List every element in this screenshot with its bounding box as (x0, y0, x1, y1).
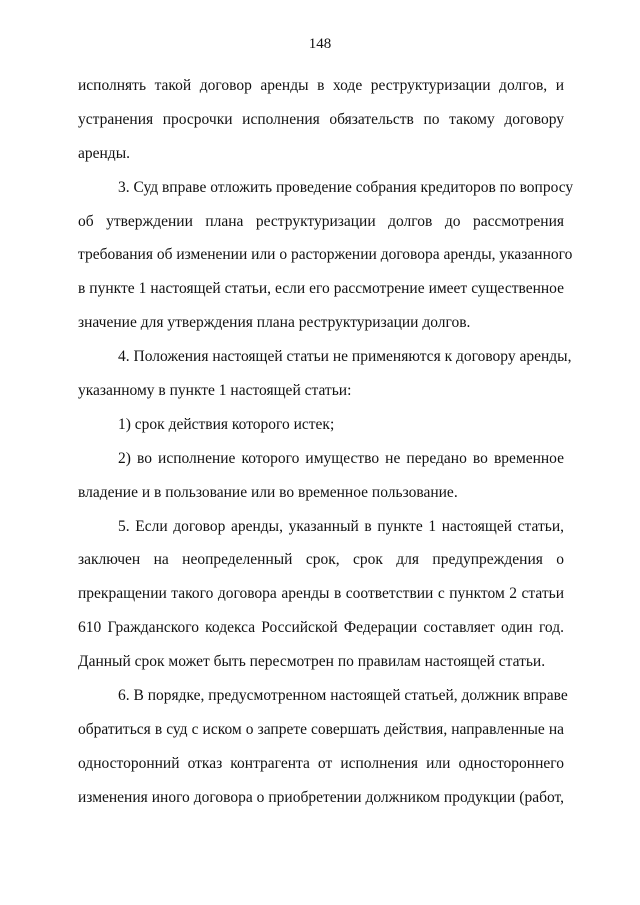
text-line: 610 Гражданского кодекса Российской Федерации составляет один год. (78, 619, 564, 637)
text-line: 2) во исполнение которого имущество не передано во временное (118, 449, 564, 467)
text-line: значение для утверждения плана реструктуризации долгов. (78, 314, 471, 332)
text-line: в пункте 1 настоящей статьи, если его рассмотрение имеет существенное (78, 280, 564, 298)
text-line: 4. Положения настоящей статьи не применяются к договору аренды, (118, 348, 572, 366)
text-line: 5. Если договор аренды, указанный в пункте 1 настоящей статьи, (118, 517, 564, 535)
text-line: обратиться в суд с иском о запрете совершать действия, направленные на (78, 720, 564, 738)
text-line: об утверждении плана реструктуризации долгов до рассмотрения (78, 212, 564, 230)
text-line: 3. Суд вправе отложить проведение собрания кредиторов по вопросу (118, 178, 574, 196)
text-line: устранения просрочки исполнения обязательств по такому договору (78, 110, 564, 128)
text-line: исполнять такой договор аренды в ходе реструктуризации долгов, и (78, 77, 564, 94)
text-line: требования об изменении или о расторжении договора аренды, указанного (78, 246, 573, 264)
text-line: аренды. (78, 144, 130, 162)
text-line: владение и в пользование или во временное пользование. (78, 483, 458, 501)
text-line: указанному в пункте 1 настоящей статьи: (78, 382, 352, 400)
text-line: односторонний отказ контрагента от исполнения или одностороннего (78, 754, 564, 772)
text-line: Данный срок может быть пересмотрен по правилам настоящей статьи. (78, 653, 546, 671)
page-number: 148 (308, 36, 332, 52)
document-body (78, 69, 574, 815)
text-line: 6. В порядке, предусмотренном настоящей статьей, должник вправе (118, 687, 568, 705)
text-line: изменения иного договора о приобретении должником продукции (работ, (78, 788, 564, 806)
text-line: заключен на неопределенный срок, срок для предупреждения о (78, 551, 564, 569)
text-line: прекращении такого договора аренды в соответствии с пунктом 2 статьи (78, 585, 564, 603)
text-line: 1) срок действия которого истек; (118, 415, 335, 433)
